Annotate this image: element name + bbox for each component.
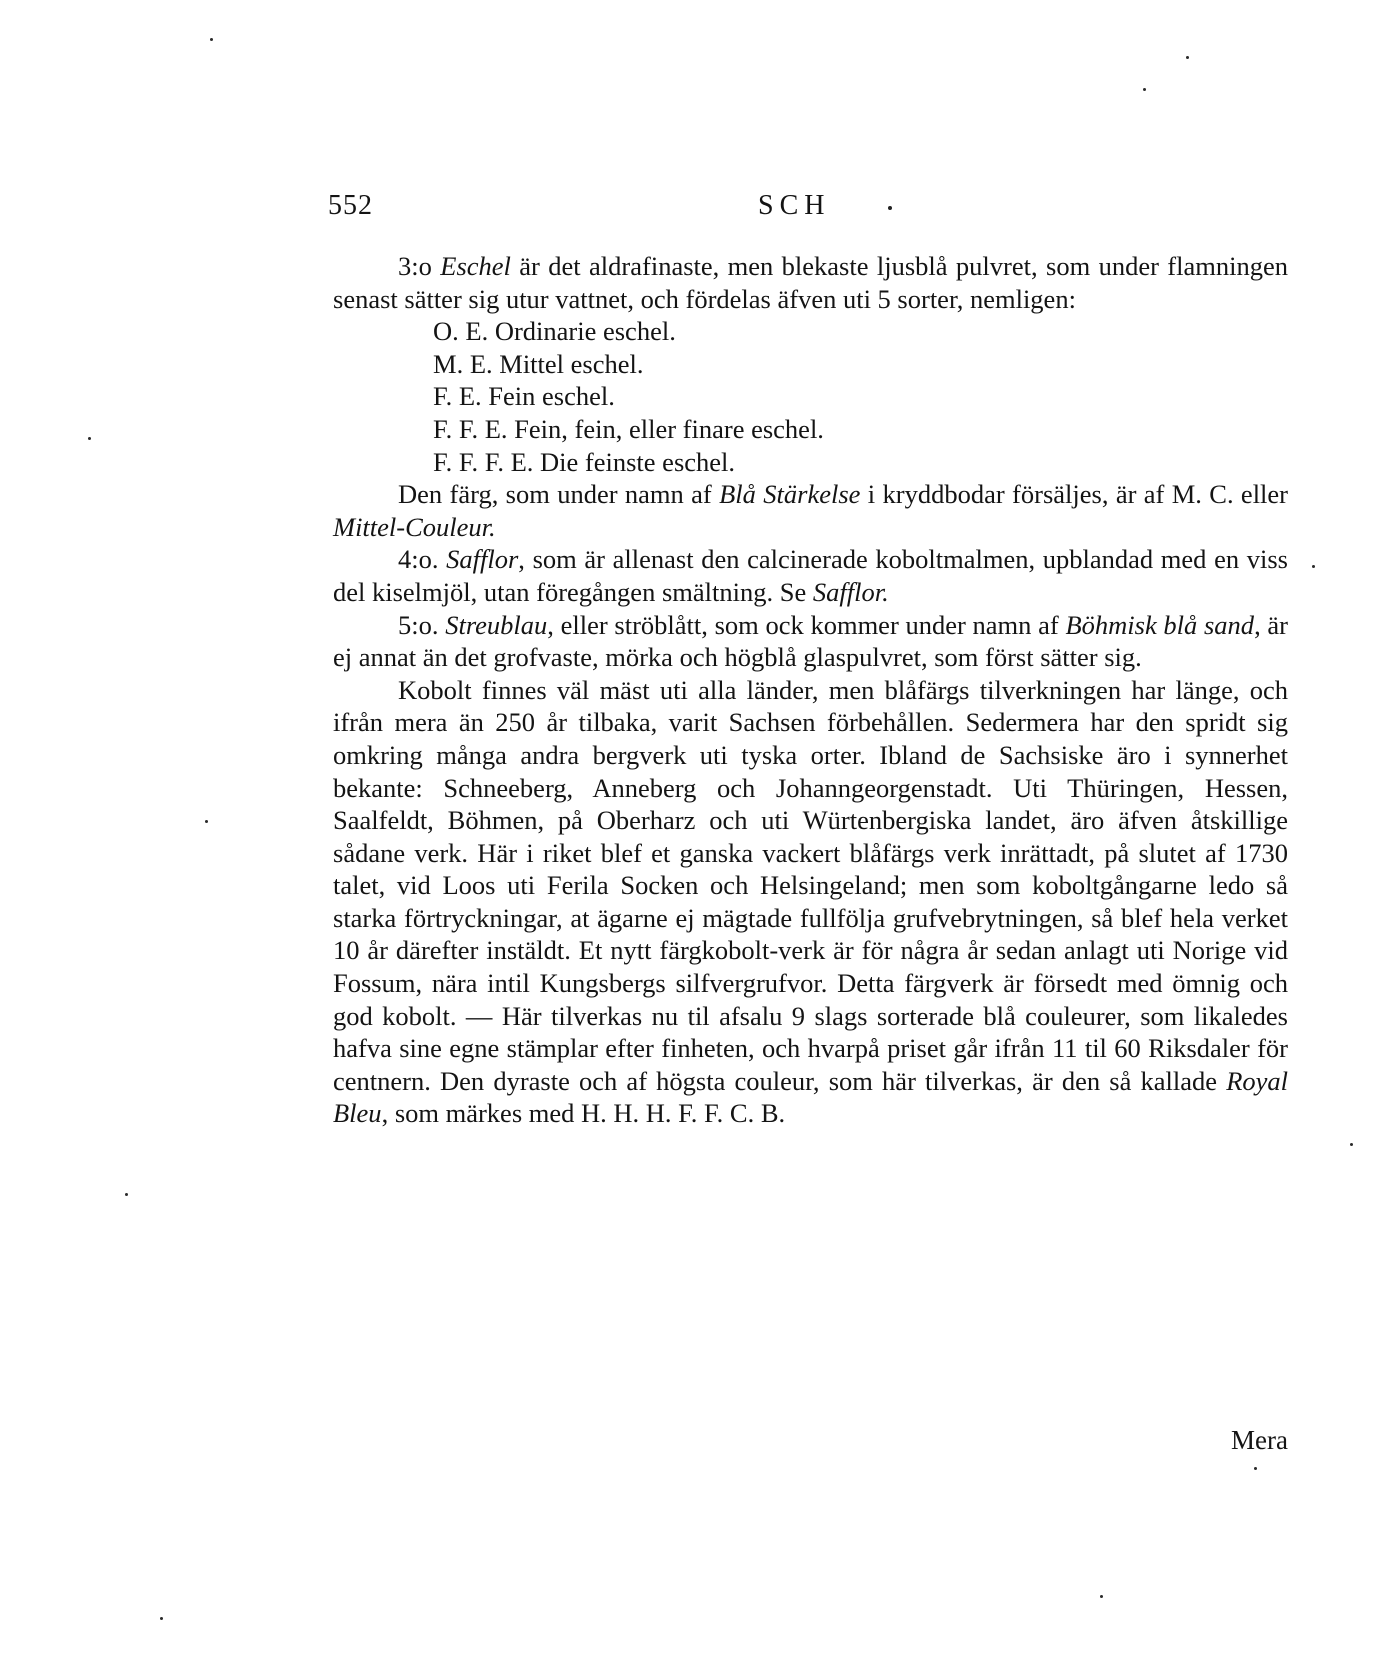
- scan-speck: [1312, 565, 1315, 568]
- list-item: M. E. Mittel eschel.: [433, 348, 644, 379]
- scan-speck: [205, 820, 208, 823]
- text-run: i kryddbodar försäljes, är af M. C. eller: [860, 479, 1289, 510]
- list-item: O. E. Ordinarie eschel.: [433, 316, 676, 347]
- text-run: är det aldrafinaste, men blekaste ljusblå pulvret, som under flamningen senast sätter sig utur vattnet, och fördelas äfven uti 5 sorter, nemligen:: [333, 251, 1288, 314]
- list-item: F. E. Fein eschel.: [433, 381, 615, 412]
- term-safflor-ref: Safflor.: [812, 576, 889, 607]
- term-bla-starkelse: Blå Stärkelse: [719, 479, 861, 510]
- term-bohmisk-bla-sand: Böhmisk blå sand: [1065, 609, 1255, 640]
- term-royal-bleu: Royal Bleu: [333, 1065, 1288, 1129]
- paragraph-streublau: [333, 609, 1288, 674]
- page-header: [328, 190, 1288, 236]
- list-item: F. F. F. E. Die feinste eschel.: [433, 446, 736, 477]
- scan-speck: [1254, 1467, 1257, 1470]
- scan-speck: [1100, 1595, 1103, 1598]
- scan-speck: [88, 437, 91, 440]
- text-run: , är ej annat än det grofvaste, mörka och högblå glaspulvret, som först sätter sig.: [333, 609, 1288, 673]
- text-run: 4:o.: [398, 544, 447, 575]
- header-dot: [888, 206, 892, 210]
- scan-speck: [1143, 88, 1146, 91]
- text-run: Kobolt finnes väl mäst uti alla länder, men blåfärgs tilverkningen har länge, och ifrån mera än 250 år tilbaka, varit Sachsen förbehållen. Sedermera har den spridt sig omkring många andra bergverk uti tyska orter. Ibland de Sachsiske äro i synnerhet bekante: Schneeberg, Anneberg och Johanngeorgenstadt. Uti Thüringen, Hessen, Saalfeldt, Böhmen, på Oberharz och uti Würtenbergiska landet, äro äfven åtskillige sådane verk. Här i riket blef et ganska vackert blåfärgs verk inrättadt, på slutet af 1730 talet, vid Loos uti Ferila Socken och Helsingeland; men som koboltgångarne ledo så starka förtryckningar, at ägarne ej mägtade fullfölja grufvebrytningen, så blef hela verket 10 år därefter instäldt. Et nytt färgkobolt-verk är för några år sedan anlagt uti Norige vid Fossum, nära intil Kungsbergs silfvergrufvor. Detta färgverk är försedt med ömnig och god kobolt. — Här tilverkas nu til afsalu 9 slags sorterade blå couleurer, som likaledes hafva sine egne stämplar efter finheten, och hvarpå priset går ifrån 11 til 60 Riksdaler för centnern. Den dyraste och af högsta couleur, som här tilverkas, är den så kallade: [333, 674, 1288, 1096]
- text-run: Den färg, som under namn af: [398, 479, 720, 510]
- body-text: [333, 250, 1288, 1130]
- term-eschel: Eschel: [440, 251, 511, 281]
- catchword: Mera: [1231, 1425, 1288, 1455]
- eschel-sorts-list: [333, 315, 1288, 478]
- scan-speck: [160, 1617, 163, 1620]
- term-streublau: Streublau: [445, 609, 548, 640]
- scan-speck: [125, 1193, 128, 1196]
- running-head: SCH: [758, 190, 831, 221]
- scan-speck: [1186, 56, 1189, 59]
- paragraph-safflor: [333, 543, 1288, 608]
- scan-speck: [1350, 1143, 1353, 1146]
- scan-speck: [210, 38, 213, 41]
- list-item: F. F. E. Fein, fein, eller finare eschel.: [433, 413, 824, 444]
- text-run: , som märkes med H. H. H. F. F. C. B.: [381, 1098, 786, 1129]
- paragraph-bla-starkelse: [333, 478, 1288, 543]
- page-number: 552: [328, 190, 373, 221]
- text-run: 3:o: [398, 251, 441, 281]
- text-run: , som är allenast den calcinerade koboltmalmen, upblandad med en viss del kiselmjöl, utan föregången smältning. Se: [333, 544, 1288, 607]
- text-run: 5:o.: [398, 609, 446, 640]
- term-safflor: Safflor: [446, 544, 519, 575]
- paragraph-kobolt: [333, 674, 1288, 1130]
- text-run: , eller ströblått, som ock kommer under namn af: [547, 609, 1066, 640]
- term-mittel-couleur: Mittel-Couleur.: [333, 511, 496, 542]
- paragraph-eschel: [333, 250, 1288, 315]
